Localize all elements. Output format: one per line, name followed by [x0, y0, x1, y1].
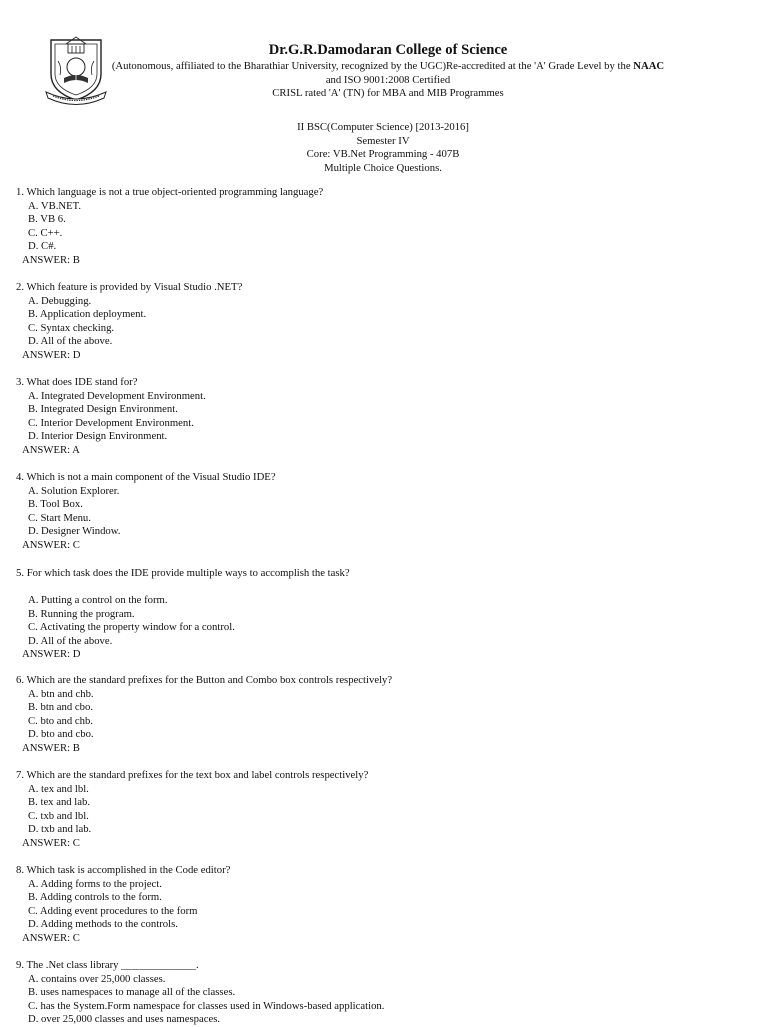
answer-label: ANSWER: D	[22, 648, 81, 660]
option-a: A. Putting a control on the form.	[28, 594, 168, 606]
question-5	[16, 567, 350, 662]
core-subject: Core: VB.Net Programming - 407B	[306, 148, 460, 160]
question-stem: 8. Which task is accomplished in the Code editor?	[16, 864, 231, 876]
affiliation-line-3: CRISL rated 'A' (TN) for MBA and MIB Programmes	[272, 87, 504, 99]
option-d: D. Interior Design Environment.	[28, 430, 168, 442]
option-a: A. tex and lbl.	[28, 782, 89, 795]
answer-label: ANSWER: C	[22, 836, 80, 849]
question-8	[16, 864, 230, 945]
college-name: Dr.G.R.Damodaran College of Science	[268, 42, 508, 58]
question-stem: 2. Which feature is provided by Visual Studio .NET?	[16, 281, 243, 293]
option-b: B. uses namespaces to manage all of the classes.	[28, 986, 236, 998]
option-d: D. over 25,000 classes and uses namespaces.	[28, 1013, 221, 1025]
option-d: D. bto and cbo.	[28, 728, 94, 740]
option-c: C. Start Menu.	[28, 511, 91, 524]
option-b: B. Running the program.	[28, 607, 135, 620]
option-b: B. Integrated Design Environment.	[28, 403, 178, 415]
option-a: A. btn and chb.	[28, 687, 94, 700]
answer-label: ANSWER: B	[22, 253, 80, 266]
answer-label: ANSWER: C	[22, 931, 80, 944]
option-c: C. Activating the property window for a control.	[28, 621, 235, 633]
semester-label: Semester IV	[356, 135, 410, 147]
option-c: C. bto and chb.	[28, 714, 94, 727]
affiliation-line-1	[108, 60, 668, 74]
question-2	[16, 281, 242, 362]
option-a: A. Integrated Development Environment.	[28, 389, 206, 402]
affiliation-line-2: and ISO 9001:2008 Certified	[325, 74, 451, 86]
question-stem: 6. Which are the standard prefixes for the Button and Combo box controls respectively?	[16, 674, 393, 686]
option-c: C. C++.	[28, 226, 63, 239]
option-c: C. Syntax checking.	[28, 321, 115, 334]
option-b: B. Adding controls to the form.	[28, 891, 162, 903]
option-d: D. All of the above.	[28, 335, 113, 347]
option-a: A. contains over 25,000 classes.	[28, 972, 166, 985]
option-d: D. txb and lab.	[28, 823, 92, 835]
option-b: B. tex and lab.	[28, 796, 91, 808]
affiliation-text: (Autonomous, affiliated to the Bharathiar University, recognized by the UGC)Re-accredited at the 'A' Grade Level by the	[111, 60, 634, 72]
answer-label: ANSWER: C	[22, 538, 80, 551]
answer-label: ANSWER: A	[22, 443, 80, 456]
section-heading: Multiple Choice Questions.	[324, 162, 442, 174]
question-1	[16, 186, 323, 267]
option-a: A. Adding forms to the project.	[28, 877, 162, 890]
question-stem: 9. The .Net class library ______________.	[16, 959, 199, 971]
option-d: D. C#.	[28, 240, 57, 252]
option-a: A. Solution Explorer.	[28, 484, 120, 497]
course-title: II BSC(Computer Science) [2013-2016]	[297, 121, 469, 133]
option-b: B. Application deployment.	[28, 308, 147, 320]
option-d: D. Adding methods to the controls.	[28, 918, 178, 930]
question-6	[16, 674, 392, 755]
blank-line	[16, 581, 350, 595]
option-c: C. Interior Development Environment.	[28, 416, 194, 429]
question-stem: 4. Which is not a main component of the Visual Studio IDE?	[16, 471, 276, 483]
option-b: B. btn and cbo.	[28, 701, 94, 713]
question-4	[16, 471, 276, 552]
answer-label: ANSWER: D	[22, 348, 81, 361]
answer-label: ANSWER: B	[22, 741, 80, 754]
option-b: B. VB 6.	[28, 213, 66, 225]
option-d: D. All of the above.	[28, 634, 113, 647]
option-c: C. Adding event procedures to the form	[28, 904, 198, 917]
question-stem: 5. For which task does the IDE provide multiple ways to accomplish the task?	[16, 567, 350, 579]
option-d: D. Designer Window.	[28, 525, 121, 537]
question-9	[16, 959, 384, 1027]
option-c: C. txb and lbl.	[28, 809, 89, 822]
option-c: C. has the System.Form namespace for classes used in Windows-based application.	[28, 999, 385, 1012]
question-3	[16, 376, 206, 457]
college-seal-logo	[44, 34, 108, 106]
question-stem: 3. What does IDE stand for?	[16, 376, 138, 388]
option-a: A. VB.NET.	[28, 199, 82, 212]
question-stem: 1. Which language is not a true object-oriented programming language?	[16, 186, 324, 198]
option-a: A. Debugging.	[28, 294, 92, 307]
question-7	[16, 769, 368, 850]
option-b: B. Tool Box.	[28, 498, 83, 510]
naac-label: NAAC	[633, 60, 665, 72]
question-stem: 7. Which are the standard prefixes for the text box and label controls respectively?	[16, 769, 369, 781]
